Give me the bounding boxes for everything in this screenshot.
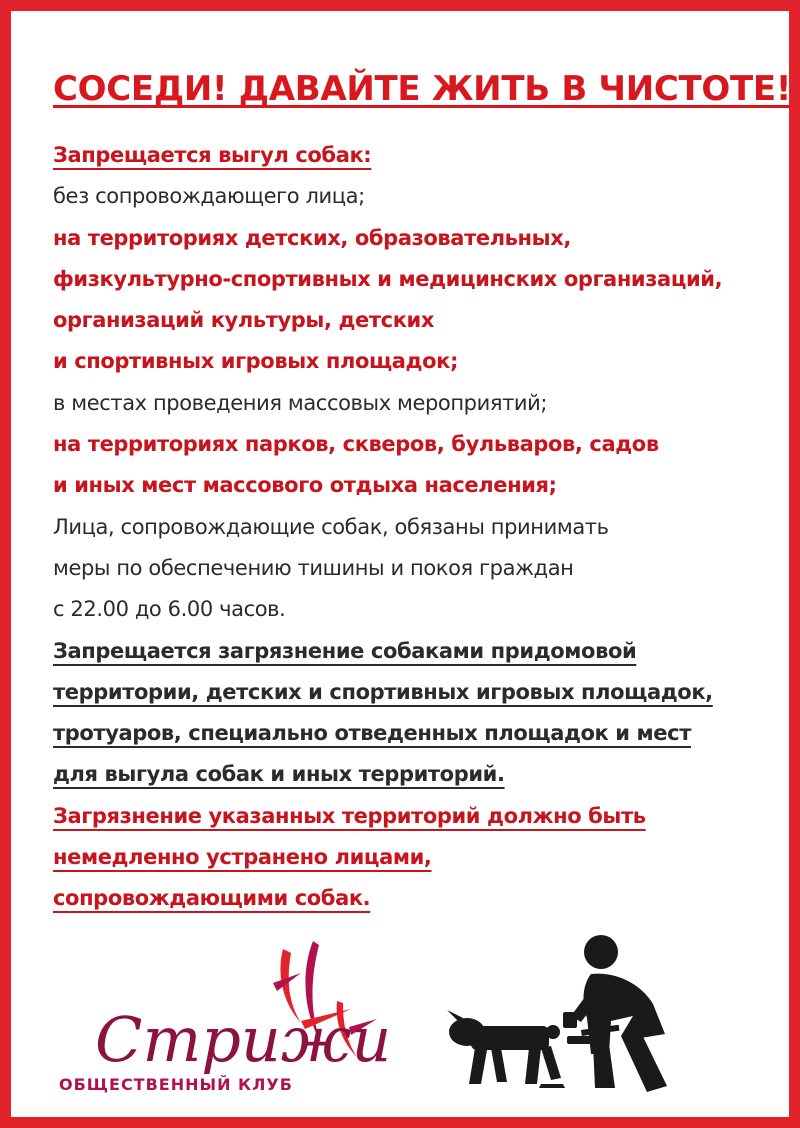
rule-line: на территориях парков, скверов, бульваров, садов: [53, 432, 659, 457]
rule-line: немедленно устранено лицами,: [53, 845, 432, 870]
rule-line: Лица, сопровождающие собак, обязаны принимать: [53, 514, 609, 539]
logo-subtitle: ОБЩЕСТВЕННЫЙ КЛУБ: [59, 1075, 293, 1094]
poster-title: СОСЕДИ! ДАВАЙТЕ ЖИТЬ В ЧИСТОТЕ!: [53, 69, 792, 109]
rule-line: Загрязнение указанных территорий должно быть: [53, 803, 646, 828]
rule-line: на территориях детских, образовательных,: [53, 225, 571, 250]
rule-line: с 22.00 до 6.00 часов.: [53, 597, 286, 622]
rule-line: физкультурно-спортивных и медицинских организаций,: [53, 266, 723, 291]
rule-line: без сопровождающего лица;: [53, 184, 365, 209]
rule-line: меры по обеспечению тишины и покоя граждан: [53, 555, 574, 580]
rule-line: Запрещается загрязнение собаками придомовой: [53, 638, 637, 663]
rule-line: и иных мест массового отдыха населения;: [53, 473, 557, 498]
rule-line: и спортивных игровых площадок;: [53, 349, 458, 374]
rules-text: [53, 137, 773, 922]
rule-line: Запрещается выгул собак:: [53, 143, 372, 167]
rule-line: сопровождающими собак.: [53, 886, 371, 911]
rule-line: территории, детских и спортивных игровых площадок,: [53, 679, 713, 704]
person-cleaning-up-after-dog-icon: [441, 926, 711, 1096]
rule-line: тротуаров, специально отведенных площадок и мест: [53, 721, 691, 746]
rule-line: для выгула собак и иных территорий.: [53, 762, 505, 787]
rule-line: в местах проведения массовых мероприятий;: [53, 390, 548, 415]
logo-script-text: Стрижи: [95, 1003, 391, 1076]
rule-line: организаций культуры, детских: [53, 308, 435, 333]
